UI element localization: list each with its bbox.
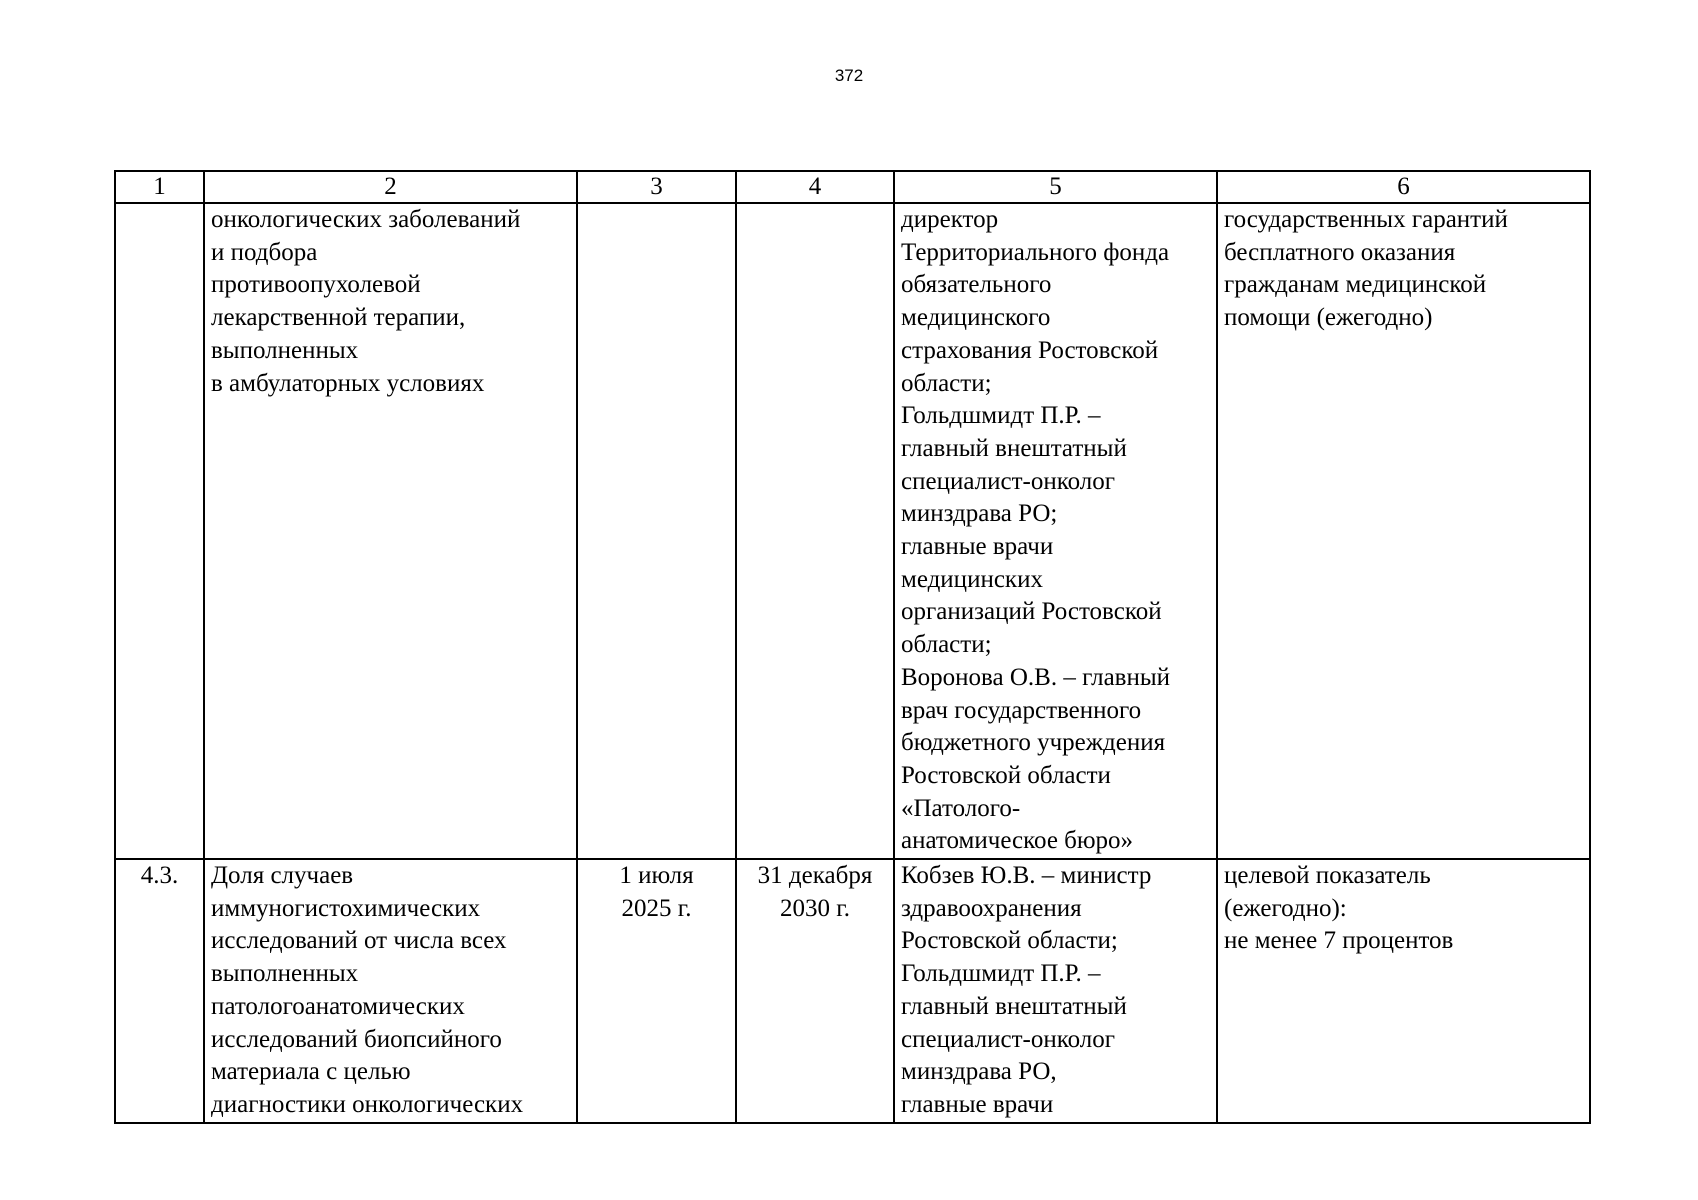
text-line: исследований биопсийного <box>211 1025 502 1053</box>
responsible-cell <box>894 203 1217 859</box>
col-header-3: 3 <box>577 171 736 203</box>
text-line: медицинского <box>901 304 1051 332</box>
start-date-cell <box>577 203 736 859</box>
table-row <box>115 859 1590 1123</box>
col-header-4: 4 <box>736 171 894 203</box>
page-number: 372 <box>834 66 864 85</box>
end-date-cell <box>736 203 894 859</box>
responsible-cell <box>894 859 1217 1123</box>
text-line: главные врачи <box>901 533 1054 561</box>
start-date-cell <box>577 859 736 1123</box>
text-line: целевой показатель <box>1224 862 1431 890</box>
text-line: обязательного <box>901 271 1052 299</box>
text-line: страхования Ростовской <box>901 336 1159 364</box>
col-header-5: 5 <box>894 171 1217 203</box>
description-cell <box>204 859 577 1123</box>
start-date-line: 2025 г. <box>621 894 692 922</box>
text-line: иммуногистохимических <box>211 894 481 922</box>
text-line: помощи (ежегодно) <box>1224 304 1433 332</box>
text-line: медицинских <box>901 565 1043 593</box>
row-number-cell <box>115 203 204 859</box>
text-line: бюджетного учреждения <box>901 729 1166 757</box>
text-line: не менее 7 процентов <box>1224 927 1454 955</box>
text-line: Доля случаев <box>211 862 354 890</box>
text-line: врач государственного <box>901 696 1142 724</box>
end-date-line: 31 декабря <box>757 862 873 890</box>
text-line: государственных гарантий <box>1224 206 1508 233</box>
text-line: материала с целью <box>211 1058 411 1086</box>
text-line: (ежегодно): <box>1224 894 1347 922</box>
text-line: минздрава РО, <box>901 1058 1057 1086</box>
text-line: в амбулаторных условиях <box>211 369 485 397</box>
text-line: Территориального фонда <box>901 238 1170 266</box>
text-line: выполненных <box>211 960 359 988</box>
text-line: организаций Ростовской <box>901 598 1162 626</box>
text-line: Ростовской области; <box>901 927 1118 955</box>
col-header-6: 6 <box>1217 171 1590 203</box>
result-cell <box>1217 859 1590 1123</box>
text-line: специалист-онколог <box>901 1025 1116 1053</box>
col-header-1: 1 <box>115 171 204 203</box>
text-line: области; <box>901 631 992 659</box>
text-line: Воронова О.В. – главный <box>901 663 1171 691</box>
text-line: Кобзев Ю.В. – министр <box>901 862 1152 890</box>
text-line: гражданам медицинской <box>1224 271 1487 299</box>
text-line: лекарственной терапии, <box>211 304 466 332</box>
end-date-line: 2030 г. <box>780 894 850 922</box>
text-line: Гольдшмидт П.Р. – <box>901 402 1101 430</box>
text-line: Гольдшмидт П.Р. – <box>901 960 1101 988</box>
text-line: области; <box>901 369 992 397</box>
text-line: и подбора <box>211 238 318 266</box>
text-line: Ростовской области <box>901 761 1111 789</box>
text-line: диагностики онкологических <box>211 1090 524 1118</box>
row-number: 4.3. <box>140 862 179 890</box>
text-line: патологоанатомических <box>211 992 465 1020</box>
text-line: «Патолого- <box>901 794 1021 822</box>
text-line: противоопухолевой <box>211 271 421 299</box>
text-line: бесплатного оказания <box>1224 238 1456 266</box>
text-line: главный внештатный <box>901 434 1127 462</box>
text-line: выполненных <box>211 336 359 364</box>
table-row <box>115 203 1590 859</box>
row-number-cell <box>115 859 204 1123</box>
text-line: анатомическое бюро» <box>901 827 1134 855</box>
text-line: здравоохранения <box>901 894 1082 922</box>
text-line: онкологических заболеваний <box>211 206 521 233</box>
text-line: минздрава РО; <box>901 500 1058 528</box>
result-cell <box>1217 203 1590 859</box>
header-row <box>115 171 1590 203</box>
description-cell <box>204 203 577 859</box>
end-date-cell <box>736 859 894 1123</box>
col-header-2: 2 <box>204 171 577 203</box>
text-line: специалист-онколог <box>901 467 1116 495</box>
text-line: главные врачи <box>901 1090 1054 1118</box>
text-line: исследований от числа всех <box>211 927 507 955</box>
text-line: директор <box>901 206 999 233</box>
document-table <box>114 170 1591 1124</box>
start-date-line: 1 июля <box>619 862 694 890</box>
text-line: главный внештатный <box>901 992 1127 1020</box>
